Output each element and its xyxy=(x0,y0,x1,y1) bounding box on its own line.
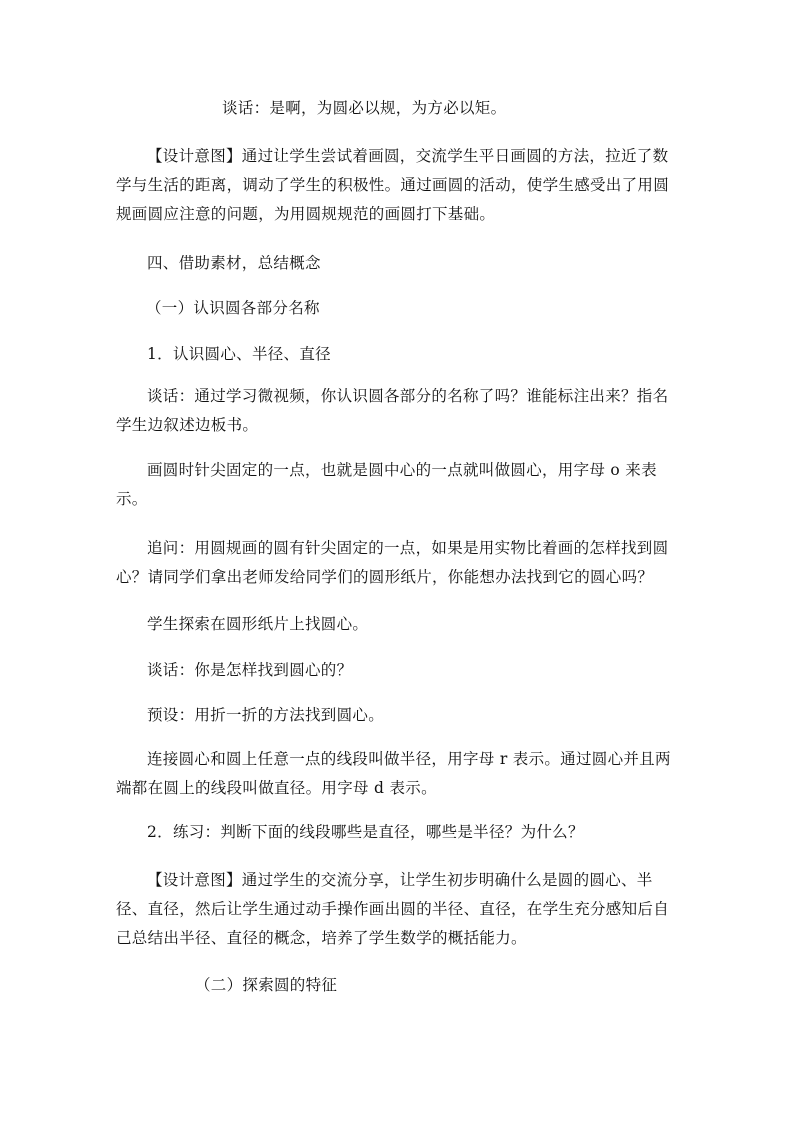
design-intent-1: 【设计意图】通过让学生尝试着画圆，交流学生平日画圆的方法，拉近了数学与生活的距离，调动了学生的积极性。通过画圆的活动，使学生感受出了用圆规画圆应注意的问题，为用圆规规范的画圆打下基础。 xyxy=(116,147,670,223)
dialogue-line-1: 谈话：是啊，为圆必以规，为方必以矩。 xyxy=(222,99,507,117)
subsection-heading-1: （一）认识圆各部分名称 xyxy=(146,299,320,317)
dialogue-line-3: 谈话：你是怎样找到圆心的？ xyxy=(147,661,353,679)
center-definition: 画圆时针尖固定的一点，也就是圆中心的一点就叫做圆心，用字母 o 来表示。 xyxy=(116,461,657,508)
subsection-heading-2: （二）探索圆的特征 xyxy=(195,976,338,994)
design-intent-2: 【设计意图】通过学生的交流分享，让学生初步明确什么是圆的圆心、半径、直径，然后让学生通过动手操作画出圆的半径、直径，在学生充分感知后自己总结出半径、直径的概念，培养了学生数学的概括能力。 xyxy=(116,871,670,947)
item-heading-1: 1．认识圆心、半径、直径 xyxy=(147,345,331,363)
preset-answer: 预设：用折一折的方法找到圆心。 xyxy=(147,706,385,724)
dialogue-line-2: 谈话：通过学习微视频，你认识圆各部分的名称了吗？谁能标注出来？指名学生边叙述边板书。 xyxy=(116,387,669,434)
item-heading-2: 2．练习：判断下面的线段哪些是直径，哪些是半径？为什么？ xyxy=(147,823,584,841)
follow-up-question: 追问：用圆规画的圆有针尖固定的一点，如果是用实物比着画的怎样找到圆心？请同学们拿出老师发给同学们的圆形纸片，你能想办法找到它的圆心吗？ xyxy=(116,539,669,586)
section-heading-4: 四、借助素材，总结概念 xyxy=(147,254,321,272)
student-exploration: 学生探索在圆形纸片上找圆心。 xyxy=(147,615,369,633)
radius-diameter-definition: 连接圆心和圆上任意一点的线段叫做半径，用字母 r 表示。通过圆心并且两端都在圆上的线段叫做直径。用字母 d 表示。 xyxy=(116,750,671,797)
